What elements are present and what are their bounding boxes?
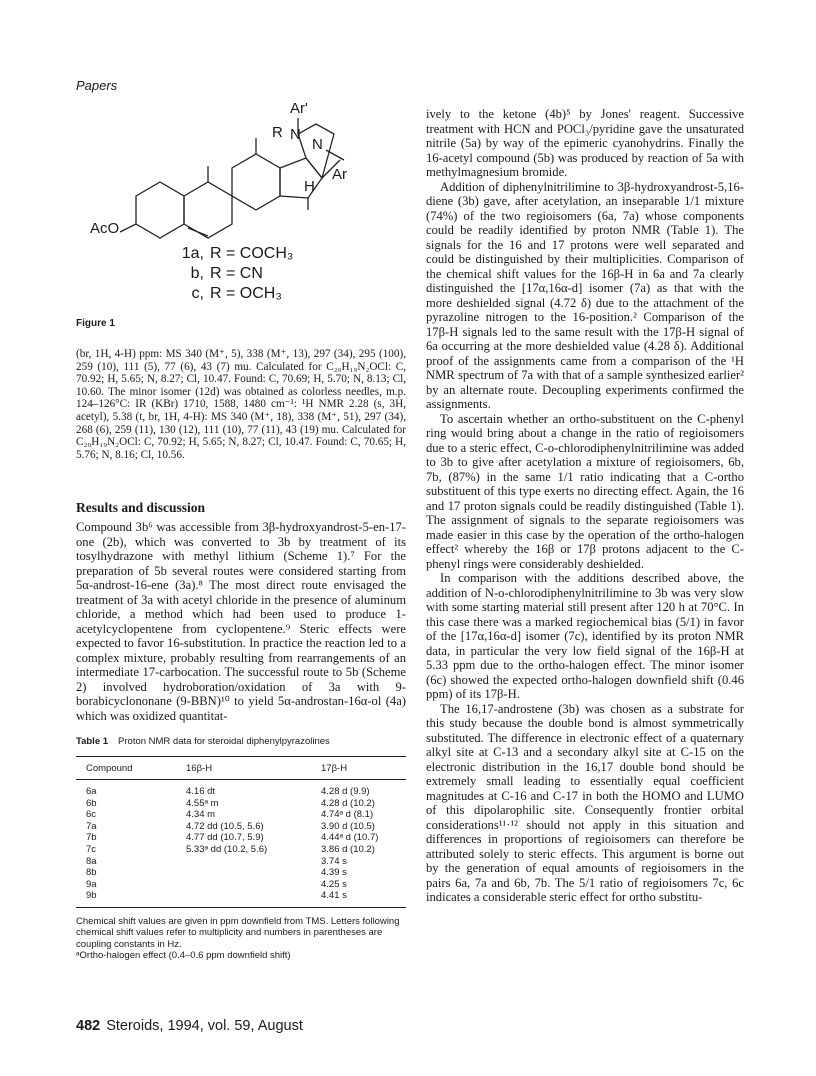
figure-caption: Figure 1	[76, 318, 115, 329]
column-header: 17β-H	[321, 757, 406, 780]
n1-label: N	[290, 126, 301, 143]
table-row: 9a 4.25 s	[86, 878, 347, 890]
page-number: 482	[76, 1018, 101, 1034]
ar-label: Ar	[332, 166, 347, 183]
h-label: H	[304, 178, 315, 195]
table-row: 6b 4.55ᵃ m 4.28 d (10.2)	[86, 797, 375, 809]
paragraph: ively to the ketone (4b)⁵ by Jones' reagent. Successive treatment with HCN and POCl₃/pyridine gave the unsaturated nitrile (5a) by way of the epimeric cyanohydrins. Finally the 16-acetyl compound (5b) was produced by reaction of 5a with methylmagnesium bromide.	[426, 107, 744, 179]
table-row: 8b 4.39 s	[86, 867, 347, 879]
section-heading: Results and discussion	[76, 500, 206, 515]
paragraph: (br, 1H, 4-H) ppm: MS 340 (M⁺, 5), 338 (M⁺, 13), 297 (34), 295 (100), 259 (10), 111 (5), 77 (6), 43 (7) mu. Calculated for C₂₀H₁₉N₂OCl: C, 70.92; H, 5.65; N, 8.27; Cl, 10.47. Found: C, 70.69; H, 5.70; N, 8.13; Cl, 10.60. The minor isomer (12d) was obtained as colorless needles, m.p. 124–126°C: IR (KBr) 1710, 1588, 1480 cm⁻¹: ¹H NMR 2.28 (s, 3H, acetyl), 5.38 (t, br, 1H, 4-H): MS 340 (M⁺, 18), 338 (M⁺, 51), 297 (34), 268 (6), 259 (11), 130 (12), 111 (10), 77 (11), 43 (19) mu. Calculated for C₂₀H₁₉N₂OCl: C, 70.92; H, 5.65; N, 8.27; Cl, 10.47. Found: C, 70.65; H, 5.76; N, 8.16; Cl, 10.56.	[76, 348, 406, 461]
compound-row: b, R = CN	[190, 265, 263, 282]
table-notes	[76, 916, 406, 962]
compound-row: c, R = OCH₃	[191, 285, 282, 302]
steroid-structure-diagram	[76, 98, 396, 248]
table-row: 6a 4.16 dt 4.28 d (9.9)	[86, 786, 370, 797]
compound-row: 1a, R = COCH₃	[181, 245, 294, 262]
table-row: 7a 4.72 dd (10.5, 5.6) 3.90 d (10.5)	[86, 820, 375, 832]
table-row: 8a 3.74 s	[86, 855, 347, 867]
aco-label: AcO	[90, 220, 120, 237]
page-footer	[76, 1018, 303, 1034]
experimental-text	[76, 348, 406, 461]
paragraph: The 16,17-androstene (3b) was chosen as a substrate for this study because the double bond is almost symmetrically substituted. The difference in electronic effect of a quaternary alkyl site at C-13 and a secondary alkyl site at C-15 on the electronic distribution in the 16,17 double bond should be extremely small leading to essentially equal coefficient magnitudes at C-16 and C-17 in both the HOMO and LUMO of this dipolarophilic site. Consequently frontier orbital considerations¹¹·¹² should not apply in this situation and differences in proportions of regioisomers can therefore be attributed solely to steric effects. This argument is borne out by the generation of equal amounts of regioisomers in the pairs 6a, 7a and 6b, 7b. The 5/1 ratio of regioisomers 7c, 6c indicates a considerable steric effect for ortho substitu-	[426, 701, 744, 904]
right-column	[426, 107, 744, 905]
column-header: Compound	[76, 757, 186, 780]
table-row: 6c 4.34 m 4.74ᵃ d (8.1)	[86, 809, 374, 821]
table-row: 7b 4.77 dd (10.7, 5.9) 4.44ᵃ d (10.7)	[86, 832, 379, 844]
table-row: 9b 4.41 s	[86, 890, 347, 902]
section-label: Papers	[76, 78, 118, 93]
paragraph: In comparison with the additions described above, the addition of N-o-chlorodiphenylnitrilimine to 3b was very slow with some starting material still present after 120 h at 70°C. In this case there was a marked regiochemical bias (5/1) in favor of the [17α,16α-d] isomer (7c), identified by its proton NMR data, in particular the very low field signal of the 16β-H at 5.33 ppm due to the ortho-halogen effect. The minor isomer (6c) showed the expected ortho-halogen downfield shift (0.46 ppm) of its 17β-H.	[426, 571, 744, 701]
n2-label: N	[312, 136, 323, 153]
table-title: Table 1 Proton NMR data for steroidal diphenylpyrazolines	[76, 736, 330, 747]
table	[76, 756, 406, 908]
left-column-body	[76, 520, 406, 723]
column-header: 16β-H	[186, 757, 321, 780]
r-label: R	[272, 124, 283, 141]
table-row: 7c 5.33ᵃ dd (10.2, 5.6) 3.86 d (10.2)	[86, 843, 375, 855]
paragraph: Compound 3b⁶ was accessible from 3β-hydroxyandrost-5-en-17-one (2b), which was converted to 3b by treatment of its tosylhydrazone with methyl lithium (Scheme 1).⁷ For the preparation of 5b several routes were considered starting from 5α-androst-16-ene (3a).⁸ The most direct route envisaged the treatment of 3a with acetyl chloride in the presence of aluminum chloride, a method which had been used to produce 1-acetylcyclopentene from cyclopentene.⁹ Steric effects were expected to favor 16-substitution. In practice the reaction led to a complex mixture, probably resulting from rearrangements of an intermediate 17-carbocation. The successful route to 5b (Scheme 2) involved hydroboration/oxidation of 3a with 9-borabicyclononane (9-BBN)¹⁰ to yield 5α-androstan-16α-ol (4a) which was oxidized quantitat-	[76, 520, 406, 723]
compound-list	[172, 244, 293, 304]
table-footnote: ᵃOrtho-halogen effect (0.4–0.6 ppm downfield shift)	[76, 950, 291, 962]
journal-citation: Steroids, 1994, vol. 59, August	[106, 1018, 303, 1034]
paragraph: To ascertain whether an ortho-substituent on the C-phenyl ring would bring about a change in the ratio of regioisomers due to a steric effect, C-o-chlorodiphenylnitrilimine was added to 3b to give after acetylation a mixture of regioisomers, 6b, 7b, (87%) in the same 1/1 ratio indicating that a C-ortho substituent of this type exerts no directing effect. Again, the 16 and 17 proton signals could be readily distinguished (Table 1). The assignment of signals to the separate regioisomers was made easier in this case by the operation of the ortho-halogen effect² whereby the 16β or 17β protons adjacent to the C-phenyl rings were considerably deshielded.	[426, 411, 744, 571]
table-note: Chemical shift values are given in ppm downfield from TMS. Letters following chemical shift values refer to multiplicity and numbers in parentheses are coupling constants in Hz.	[76, 915, 400, 950]
nmr-table	[76, 736, 406, 962]
ar-prime-label: Ar'	[290, 100, 308, 117]
paragraph: Addition of diphenylnitrilimine to 3β-hydroxyandrost-5,16-diene (3b) gave, after acetylation, an inseparable 1/1 mixture (74%) of the two regioisomers (6a, 7a) whose components could be readily identified by proton NMR (Table 1). The signals for the 16 and 17 protons were well separated and could be distinguished by their multiplicities. Comparison of the chemical shift values for the 16β-H in 6a and 7a clearly distinguished the [17α,16α-d] isomer (7a) as that with the more deshielded signal (4.72 δ) due to the attachment of the pyrazoline nitrogen to the 16-position.² Comparison of the 17β-H signals led to the same result with the 17β-H signal of 6a occurring at the more deshielded value (4.28 δ). Additional proof of the assignments came from a comparison of the ¹H NMR spectrum of 7a with that of a sample synthesized earlier² by an alternate route. Decoupling experiments confirmed the assignments.	[426, 179, 744, 411]
